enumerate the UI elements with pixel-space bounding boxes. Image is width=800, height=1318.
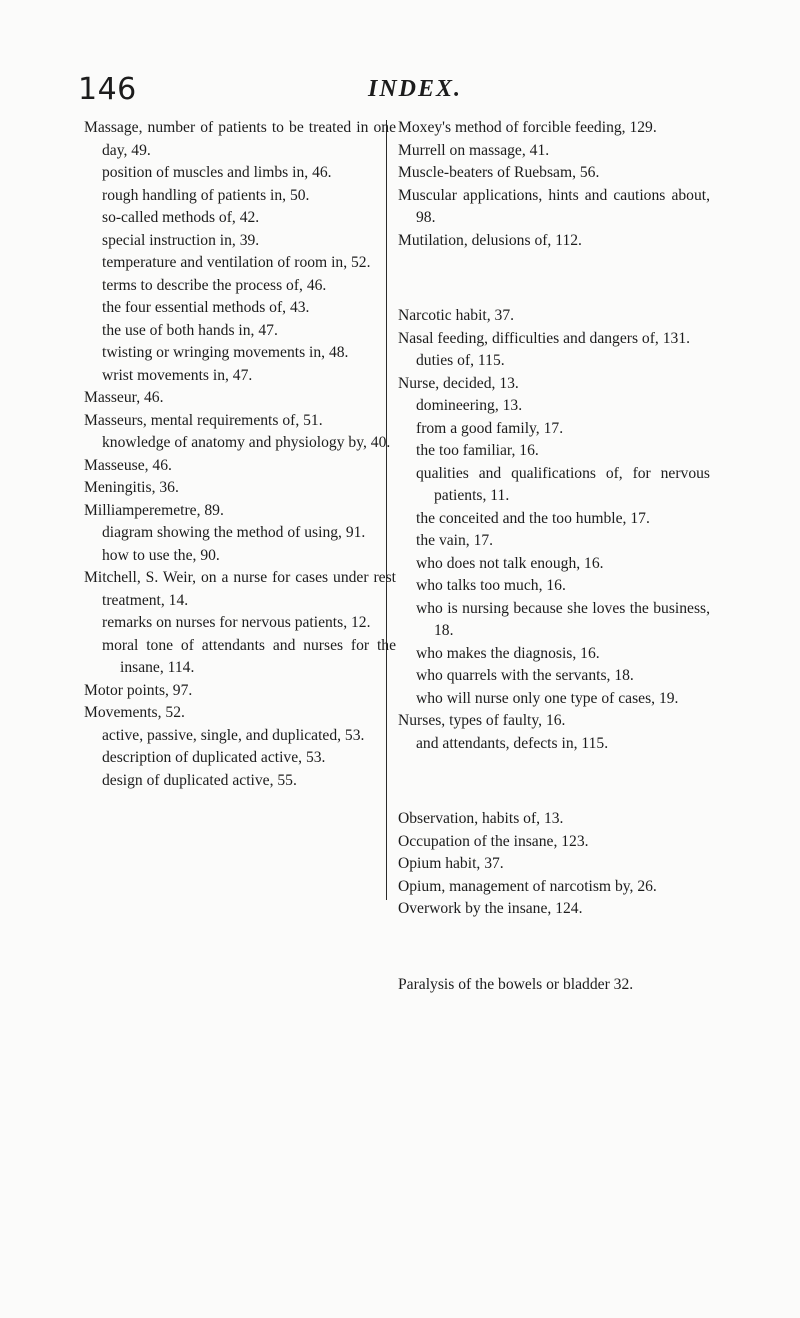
index-subentry: the conceited and the too humble, 17. (416, 509, 650, 527)
running-title: INDEX. (368, 76, 463, 102)
index-subentry: who does not talk enough, 16. (416, 554, 604, 572)
index-entry: Masseur, 46. (84, 389, 164, 406)
index-entry: Muscle-beaters of Ruebsam, 56. (398, 164, 600, 181)
index-subentry: duties of, 115. (416, 352, 505, 370)
section-gap (398, 771, 710, 793)
index-subentry: how to use the, 90. (102, 546, 220, 564)
index-entry: Masseuse, 46. (84, 456, 172, 474)
index-entry: Narcotic habit, 37. (398, 307, 515, 325)
index-entry: Opium habit, 37. (398, 855, 504, 873)
index-subentry: the use of both hands in, 47. (102, 321, 278, 339)
index-subentry: who makes the diagnosis, 16. (416, 644, 600, 662)
index-entry: Moxey's method of forcible feeding, 129. (398, 119, 657, 136)
index-subentry: moral tone of attendants and nurses for the insane, 114. (102, 636, 396, 676)
index-entry: Movements, 52. (84, 704, 185, 721)
index-subentry: description of duplicated active, 53. (102, 749, 326, 766)
index-entry: Overwork by the insane, 124. (398, 900, 583, 918)
index-entry: Observation, habits of, 13. (398, 810, 564, 828)
index-subentry: the too familiar, 16. (416, 442, 539, 460)
index-entry: Paralysis of the bowels or bladder 32. (398, 976, 634, 994)
index-entry: Milliamperemetre, 89. (84, 501, 224, 519)
index-entry: Masseurs, mental requirements of, 51. (84, 411, 323, 429)
page-number: 146 (78, 72, 137, 107)
index-subentry: position of muscles and limbs in, 46. (102, 164, 332, 181)
index-subentry: and attendants, defects in, 115. (416, 734, 609, 752)
index-subentry: remarks on nurses for nervous patients, 12. (102, 614, 371, 631)
index-subentry: qualities and qualifications of, for nervous patients, 11. (416, 464, 710, 505)
index-subentry: who quarrels with the servants, 18. (416, 667, 634, 685)
index-subentry: knowledge of anatomy and physiology by, 40. (102, 434, 391, 451)
index-subentry: design of duplicated active, 55. (102, 771, 297, 789)
index-subentry: rough handling of patients in, 50. (102, 186, 310, 204)
index-entry: Nurses, types of faulty, 16. (398, 712, 566, 730)
index-entry: Muscular applications, hints and cautions about, 98. (398, 186, 710, 226)
index-entry: Opium, management of narcotism by, 26. (398, 877, 657, 895)
index-subentry: domineering, 13. (416, 397, 523, 415)
index-subentry: who will nurse only one type of cases, 19. (416, 689, 679, 707)
index-subentry: terms to describe the process of, 46. (102, 276, 327, 294)
section-gap (398, 268, 710, 290)
index-column-left (84, 117, 396, 792)
index-subentry: diagram showing the method of using, 91. (102, 524, 366, 541)
index-subentry: special instruction in, 39. (102, 231, 260, 249)
index-subentry: from a good family, 17. (416, 419, 564, 437)
index-subentry: wrist movements in, 47. (102, 366, 253, 384)
index-entry: Murrell on massage, 41. (398, 141, 550, 159)
index-subentry: temperature and ventilation of room in, 52. (102, 254, 371, 271)
section-gap (398, 936, 710, 958)
index-subentry: active, passive, single, and duplicated, 53. (102, 726, 365, 744)
index-entry: Mitchell, S. Weir, on a nurse for cases under rest treatment, 14. (84, 569, 396, 609)
index-subentry: the four essential methods of, 43. (102, 299, 310, 316)
index-column-right (398, 117, 710, 997)
page-header (78, 72, 738, 112)
index-subentry: who talks too much, 16. (416, 577, 566, 595)
index-subentry: who is nursing because she loves the business, 18. (416, 599, 710, 640)
index-entry: Massage, number of patients to be treated in one day, 49. (84, 119, 396, 159)
index-subentry: the vain, 17. (416, 532, 494, 550)
index-subentry: so-called methods of, 42. (102, 209, 260, 226)
index-entry: Meningitis, 36. (84, 479, 179, 496)
index-entry: Nasal feeding, difficulties and dangers of, 131. (398, 329, 691, 347)
index-entry: Nurse, decided, 13. (398, 374, 519, 392)
index-entry: Motor points, 97. (84, 681, 193, 699)
index-subentry: twisting or wringing movements in, 48. (102, 344, 349, 361)
index-entry: Mutilation, delusions of, 112. (398, 231, 582, 249)
index-entry: Occupation of the insane, 123. (398, 832, 589, 850)
